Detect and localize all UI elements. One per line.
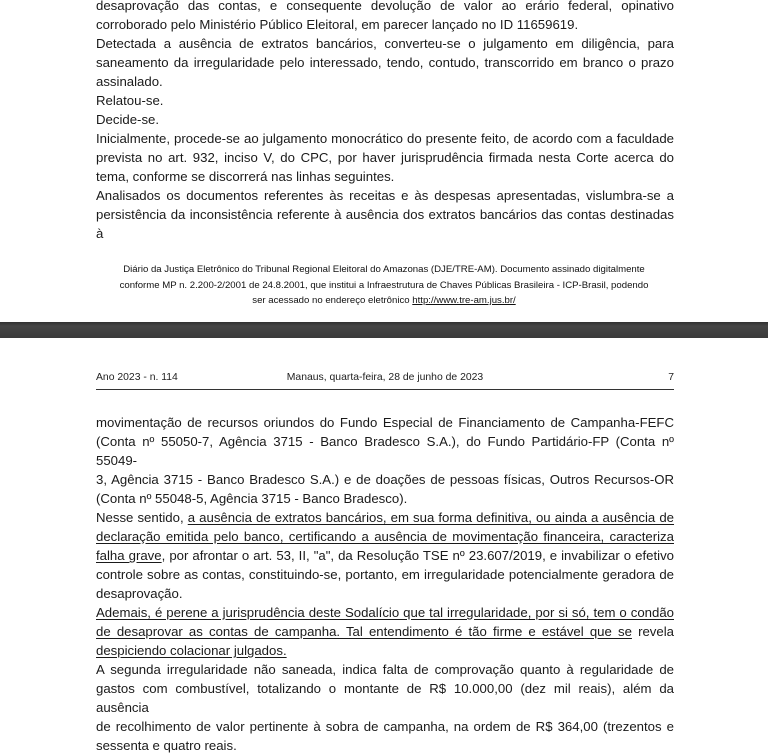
header-divider [96,389,674,390]
text-line: controle sobre as contas, constituindo-se, portanto, em irregularidade potencialmente geradora de [96,567,674,582]
text-line: sessenta e quatro reais. [96,738,237,753]
text-line [96,622,674,641]
text-line: prevista no art. 932, inciso V, do CPC, por haver jurisprudência firmada nesta Corte acerca do [96,150,674,165]
text-line: Detectada a ausência de extratos bancários, converteu-se o julgamento em diligência, para [96,36,674,51]
top-page-body [96,0,674,243]
text-line: (Conta nº 55048-5, Agência 3715 - Banco Bradesco). [96,491,408,506]
text-line [96,546,674,565]
underlined-text: despiciendo colacionar julgados. [96,643,287,658]
underlined-text: declaração emitida pelo banco, certificando a ausência de movimentação financeira, caracteriza [96,529,674,544]
page-footer [92,262,676,309]
text-span: revela [631,624,674,639]
text-line: corroborado pelo Ministério Público Eleitoral, em parecer lançado no ID 11659619. [96,17,579,32]
page-header [96,372,674,388]
text-line: tema, conforme se discorrerá nas linhas seguintes. [96,169,395,184]
footer-text: ser acessado no endereço eletrônico [252,295,413,306]
page-separator [0,322,768,338]
text-line: Decide-se. [96,112,160,127]
text-line: (Conta nº 55050-7, Agência 3715 - Banco Bradesco S.A.), do Fundo Partidário-FP (Conta nº 55049- [96,434,674,468]
text-line: assinalado. [96,74,163,89]
text-line: Analisados os documentos referentes às receitas e às despesas apresentadas, vislumbra-se a [96,188,674,203]
bottom-page-body [96,413,674,755]
footer-line [92,293,676,309]
underlined-text: de desaprovar as contas de campanha. Tal entendimento é tão firme e estável que se [96,624,632,639]
text-line [96,508,674,527]
text-line: 3, Agência 3715 - Banco Bradesco S.A.) e de doações de pessoas físicas, Outros Recursos-OR [96,472,674,487]
publication-date: Manaus, quarta-feira, 28 de junho de 2023 [286,372,484,383]
footer-line: conforme MP n. 2.200-2/2001 de 24.8.2001, que institui a Infraestrutura de Chaves Públicas Brasileira - ICP-Brasil, podendo [119,279,649,291]
text-span: , por afrontar o art. 53, II, "a", da Resolução TSE nº 23.607/2019, e invabilizar o efetivo [161,548,674,563]
footer-line: Diário da Justiça Eletrônico do Tribunal Regional Eleitoral do Amazonas (DJE/TRE-AM). Documento assinado digitalmente [123,264,645,275]
page-number: 7 [668,372,674,383]
underlined-text: a ausência de extratos bancários, em sua forma definitiva, ou ainda a ausência de [187,510,675,525]
text-line: saneamento da irregularidade pelo interessado, tendo, contudo, transcorrido em branco o prazo [96,55,674,70]
text-line: desaprovação das contas, e consequente devolução de valor ao erário federal, opinativo [96,0,674,13]
text-line: de recolhimento de valor pertinente à sobra de campanha, na ordem de R$ 364,00 (trezentos e [96,719,674,734]
text-line: Relatou-se. [96,93,164,108]
text-line: persistência da inconsistência referente à ausência dos extratos bancários das contas destinadas à [96,207,674,241]
text-line: A segunda irregularidade não saneada, indica falta de comprovação quanto à regularidade de [96,662,674,677]
text-line: gastos com combustível, totalizando o montante de R$ 10.000,00 (dez mil reais), além da ausência [96,681,674,715]
tre-am-link[interactable]: http://www.tre-am.jus.br/ [412,295,516,306]
text-line: movimentação de recursos oriundos do Fundo Especial de Financiamento de Campanha-FEFC [96,415,674,430]
text-line: desaprovação. [96,586,183,601]
issue-number: Ano 2023 - n. 114 [96,372,178,383]
document-page-top [0,0,768,322]
text-span: Nesse sentido, [96,510,188,525]
underlined-text: Ademais, é perene a jurisprudência deste Sodalício que tal irregularidade, por si só, tem o condão [96,605,674,620]
text-line: Inicialmente, procede-se ao julgamento monocrático do presente feito, de acordo com a faculdade [96,131,674,146]
underlined-text: falha grave [96,548,162,563]
